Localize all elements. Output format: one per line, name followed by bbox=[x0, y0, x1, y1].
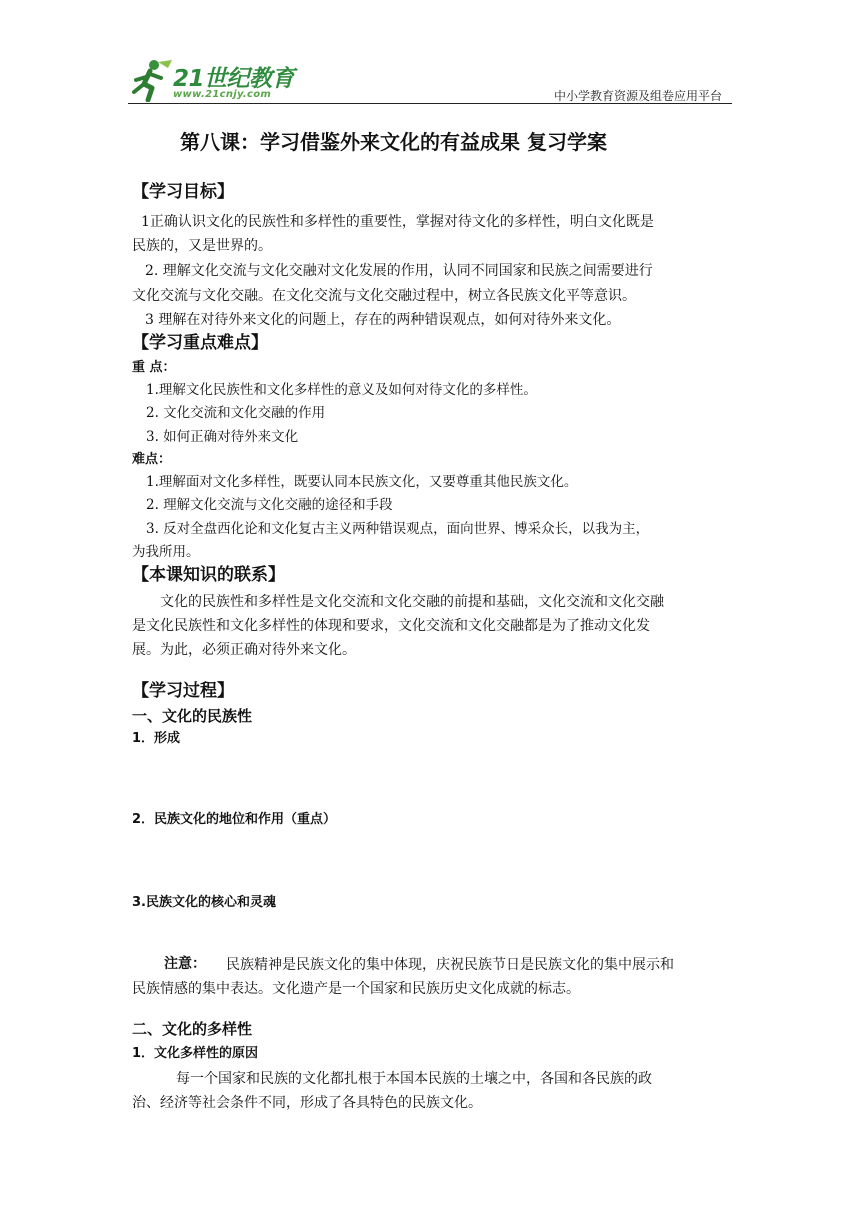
connections-line: 展。为此，必须正确对待外来文化。 bbox=[132, 642, 356, 658]
logo-url: www.21cnjy.com bbox=[173, 89, 272, 100]
focus-label: 重 点： bbox=[132, 360, 176, 375]
connections-heading: 【本课知识的联系】 bbox=[132, 565, 285, 585]
site-logo bbox=[128, 58, 298, 104]
platform-name: 中小学教育资源及组卷应用平台 bbox=[553, 89, 722, 103]
focus-item: 1.理解文化民族性和文化多样性的意义及如何对待文化的多样性。 bbox=[146, 382, 537, 398]
connections-line: 是文化民族性和文化多样性的体现和要求，文化交流和文化交融都是为了推动文化发 bbox=[132, 618, 650, 634]
section1-item: 3.民族文化的核心和灵魂 bbox=[132, 895, 276, 910]
difficulty-item: 3. 反对全盘西化论和文化复古主义两种错误观点，面向世界、博采众长，以我为主， bbox=[146, 521, 650, 537]
page-title: 第八课：学习借鉴外来文化的有益成果 复习学案 bbox=[180, 130, 607, 154]
note-line: 民族情感的集中表达。文化遗产是一个国家和民族历史文化成就的标志。 bbox=[132, 981, 580, 997]
section2-item: 1．文化多样性的原因 bbox=[132, 1046, 259, 1061]
difficulty-item: 2. 理解文化交流与文化交融的途径和手段 bbox=[146, 497, 393, 513]
section1-title: 一、文化的民族性 bbox=[132, 707, 253, 725]
difficulty-item: 为我所用。 bbox=[132, 544, 200, 560]
process-heading: 【学习过程】 bbox=[132, 681, 234, 701]
logo-text: 21世纪教育 bbox=[173, 66, 295, 92]
focus-item: 3. 如何正确对待外来文化 bbox=[146, 429, 299, 445]
objective-line: 1正确认识文化的民族性和多样性的重要性，掌握对待文化的多样性，明白文化既是 bbox=[141, 214, 654, 230]
difficulty-label: 难点： bbox=[132, 452, 172, 467]
objective-line: 2. 理解文化交流与文化交融对文化发展的作用，认同不同国家和民族之间需要进行 bbox=[145, 263, 653, 279]
section1-item: 2．民族文化的地位和作用（重点） bbox=[132, 812, 337, 827]
note-line: 民族精神是民族文化的集中体现，庆祝民族节日是民族文化的集中展示和 bbox=[226, 957, 674, 973]
section1-item: 1．形成 bbox=[132, 731, 181, 746]
objective-line: 民族的，又是世界的。 bbox=[132, 238, 272, 254]
focus-item: 2. 文化交流和文化交融的作用 bbox=[146, 405, 326, 421]
keypoints-heading: 【学习重点难点】 bbox=[132, 333, 268, 353]
section2-line: 每一个国家和民族的文化都扎根于本国本民族的土壤之中，各国和各民族的政 bbox=[176, 1071, 652, 1087]
section2-title: 二、文化的多样性 bbox=[132, 1020, 253, 1038]
note-label: 注意： bbox=[164, 956, 206, 972]
connections-line: 文化的民族性和多样性是文化交流和文化交融的前提和基础，文化交流和文化交融 bbox=[160, 594, 664, 610]
header-rule bbox=[128, 103, 732, 104]
objectives-heading: 【学习目标】 bbox=[132, 182, 234, 202]
objective-line: 3 理解在对待外来文化的问题上，存在的两种错误观点，如何对待外来文化。 bbox=[145, 312, 621, 328]
runner-logo-icon bbox=[128, 58, 174, 102]
objective-line: 文化交流与文化交融。在文化交流与文化交融过程中，树立各民族文化平等意识。 bbox=[132, 288, 636, 304]
difficulty-item: 1.理解面对文化多样性，既要认同本民族文化，又要尊重其他民族文化。 bbox=[146, 474, 578, 490]
section2-line: 治、经济等社会条件不同，形成了各具特色的民族文化。 bbox=[132, 1095, 482, 1111]
